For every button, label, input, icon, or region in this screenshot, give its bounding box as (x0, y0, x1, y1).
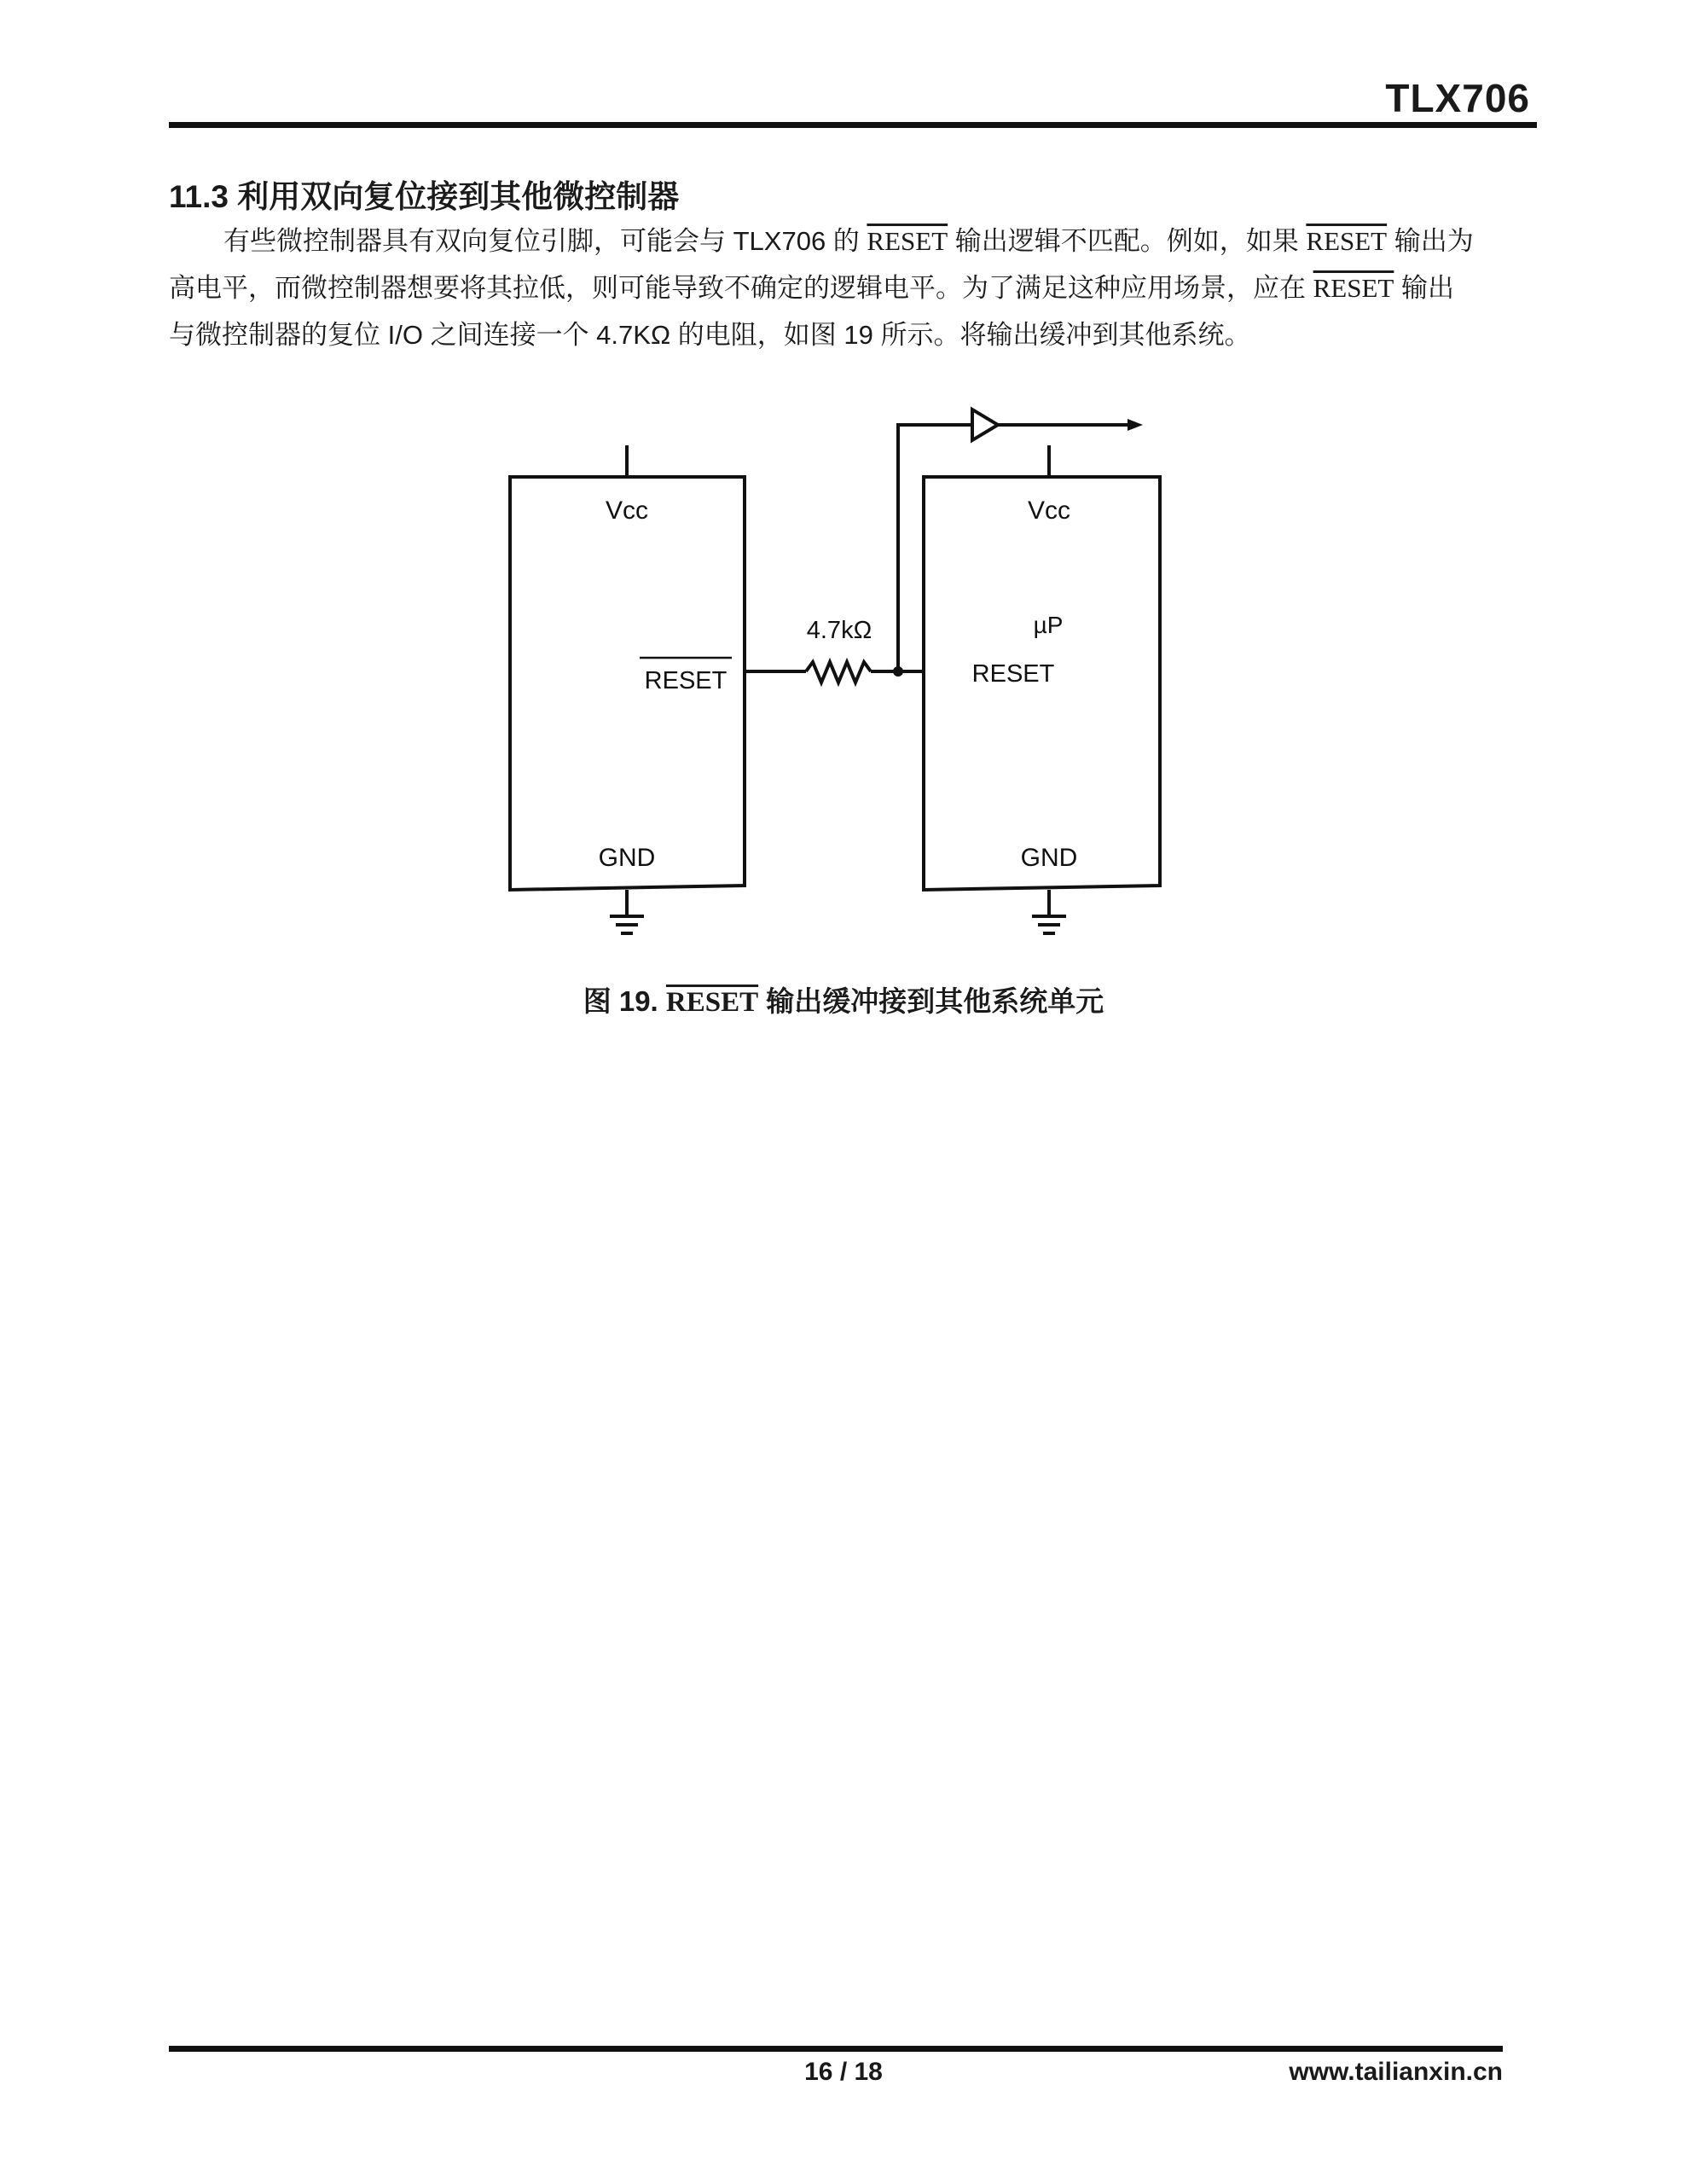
reset-signal-text: RESET (867, 226, 948, 256)
header-divider (169, 122, 1537, 128)
buffer-tap-wire (898, 425, 972, 671)
figure-caption (0, 979, 1687, 1019)
output-buffer (972, 410, 998, 440)
resistor-label: 4.7kΩ (806, 617, 872, 644)
website-link[interactable]: www.tailianxin.cn (1289, 2058, 1503, 2086)
text-run: 有些微控制器具有双向复位引脚，可能会与 TLX706 的 (223, 226, 867, 256)
microprocessor-label: µP (1033, 612, 1064, 638)
right-reset-label: RESET (971, 660, 1055, 688)
section-heading: 11.3 利用双向复位接到其他微控制器 (169, 179, 680, 214)
left-vcc-label: Vcc (605, 497, 649, 525)
paragraph-line-1 (169, 218, 1510, 264)
left-gnd-label: GND (598, 844, 656, 872)
output-arrow-head (1128, 419, 1143, 431)
text-run: 输出 (1394, 273, 1454, 303)
right-vcc-label: Vcc (1027, 497, 1071, 525)
page-number: 16 / 18 (804, 2058, 883, 2086)
left-reset-label: RESET (644, 667, 728, 694)
reset-signal-text: RESET (1313, 273, 1394, 303)
caption-suffix: 输出缓冲接到其他系统单元 (758, 985, 1104, 1017)
document-title: TLX706 (1385, 76, 1530, 120)
junction-dot (893, 666, 903, 677)
paragraph-line-3: 与微控制器的复位 I/O 之间连接一个 4.7KΩ 的电阻，如图 19 所示。将输出缓冲到其他系统。 (169, 320, 1251, 350)
footer-divider (169, 2046, 1503, 2052)
resistor-4k7 (806, 662, 871, 682)
text-run: 输出逻辑不匹配。例如，如果 (948, 226, 1307, 256)
caption-prefix: 图 19. (583, 985, 666, 1017)
circuit-diagram (478, 401, 1194, 947)
right-gnd-label: GND (1020, 844, 1078, 872)
text-run: 高电平，而微控制器想要将其拉低，则可能导致不确定的逻辑电平。为了满足这种应用场景，应在 (169, 273, 1313, 303)
body-paragraph (169, 218, 1510, 358)
paragraph-line-2 (169, 264, 1510, 311)
text-run: 输出为 (1387, 226, 1474, 256)
caption-reset-signal: RESET (665, 987, 759, 1018)
reset-signal-text: RESET (1306, 226, 1388, 256)
